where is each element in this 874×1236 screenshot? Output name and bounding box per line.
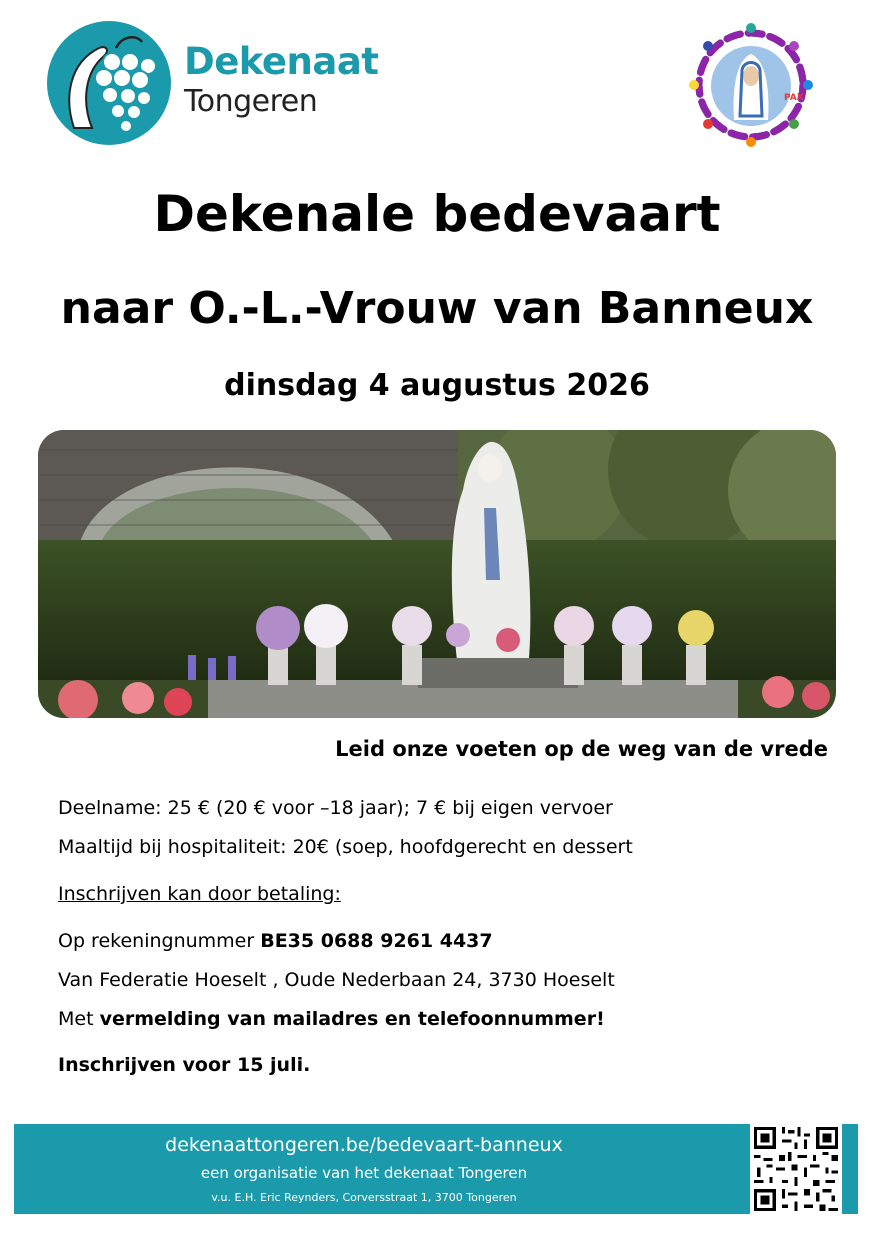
mention-line bbox=[58, 1008, 605, 1030]
statue-garden-photo bbox=[38, 430, 836, 718]
account-line bbox=[58, 930, 493, 952]
page-subtitle: naar O.-L.-Vrouw van Banneux bbox=[60, 283, 814, 334]
page-title: Dekenale bedevaart bbox=[153, 185, 721, 243]
mention-text: vermelding van mailadres en telefoonnummer! bbox=[99, 1008, 605, 1030]
footer-url[interactable]: dekenaattongeren.be/bedevaart-banneux bbox=[165, 1134, 563, 1156]
brand-name: Dekenaat bbox=[184, 40, 379, 83]
address-text: Van Federatie Hoeselt , Oude Nederbaan 24, 3730 Hoeselt bbox=[58, 969, 615, 991]
account-prefix: Op rekeningnummer bbox=[58, 930, 261, 952]
brand-subname: Tongeren bbox=[184, 84, 318, 119]
svg-text:PAX: PAX bbox=[784, 93, 804, 103]
qr-code-icon[interactable] bbox=[750, 1124, 842, 1214]
event-date: dinsdag 4 augustus 2026 bbox=[224, 368, 650, 403]
meal-text: Maaltijd bij hospitaliteit: 20€ (soep, hoofdgerecht en dessert bbox=[58, 836, 633, 858]
footer-banner bbox=[14, 1124, 858, 1214]
account-number: BE35 0688 9261 4437 bbox=[260, 930, 493, 952]
registration-heading: Inschrijven kan door betaling: bbox=[58, 883, 341, 905]
motto: Leid onze voeten op de weg van de vrede bbox=[335, 737, 828, 761]
footer-responsible-publisher: v.u. E.H. Eric Reynders, Corversstraat 1, 3700 Tongeren bbox=[211, 1191, 517, 1204]
footer-organization: een organisatie van het dekenaat Tongeren bbox=[200, 1164, 528, 1182]
participation-text: Deelname: 25 € (20 € voor –18 jaar); 7 € bij eigen vervoer bbox=[58, 797, 613, 819]
pax-mary-logo bbox=[686, 20, 816, 150]
mention-prefix: Met bbox=[58, 1008, 100, 1030]
deadline-text: Inschrijven voor 15 juli. bbox=[58, 1054, 311, 1076]
dekenaat-logo bbox=[44, 18, 174, 148]
